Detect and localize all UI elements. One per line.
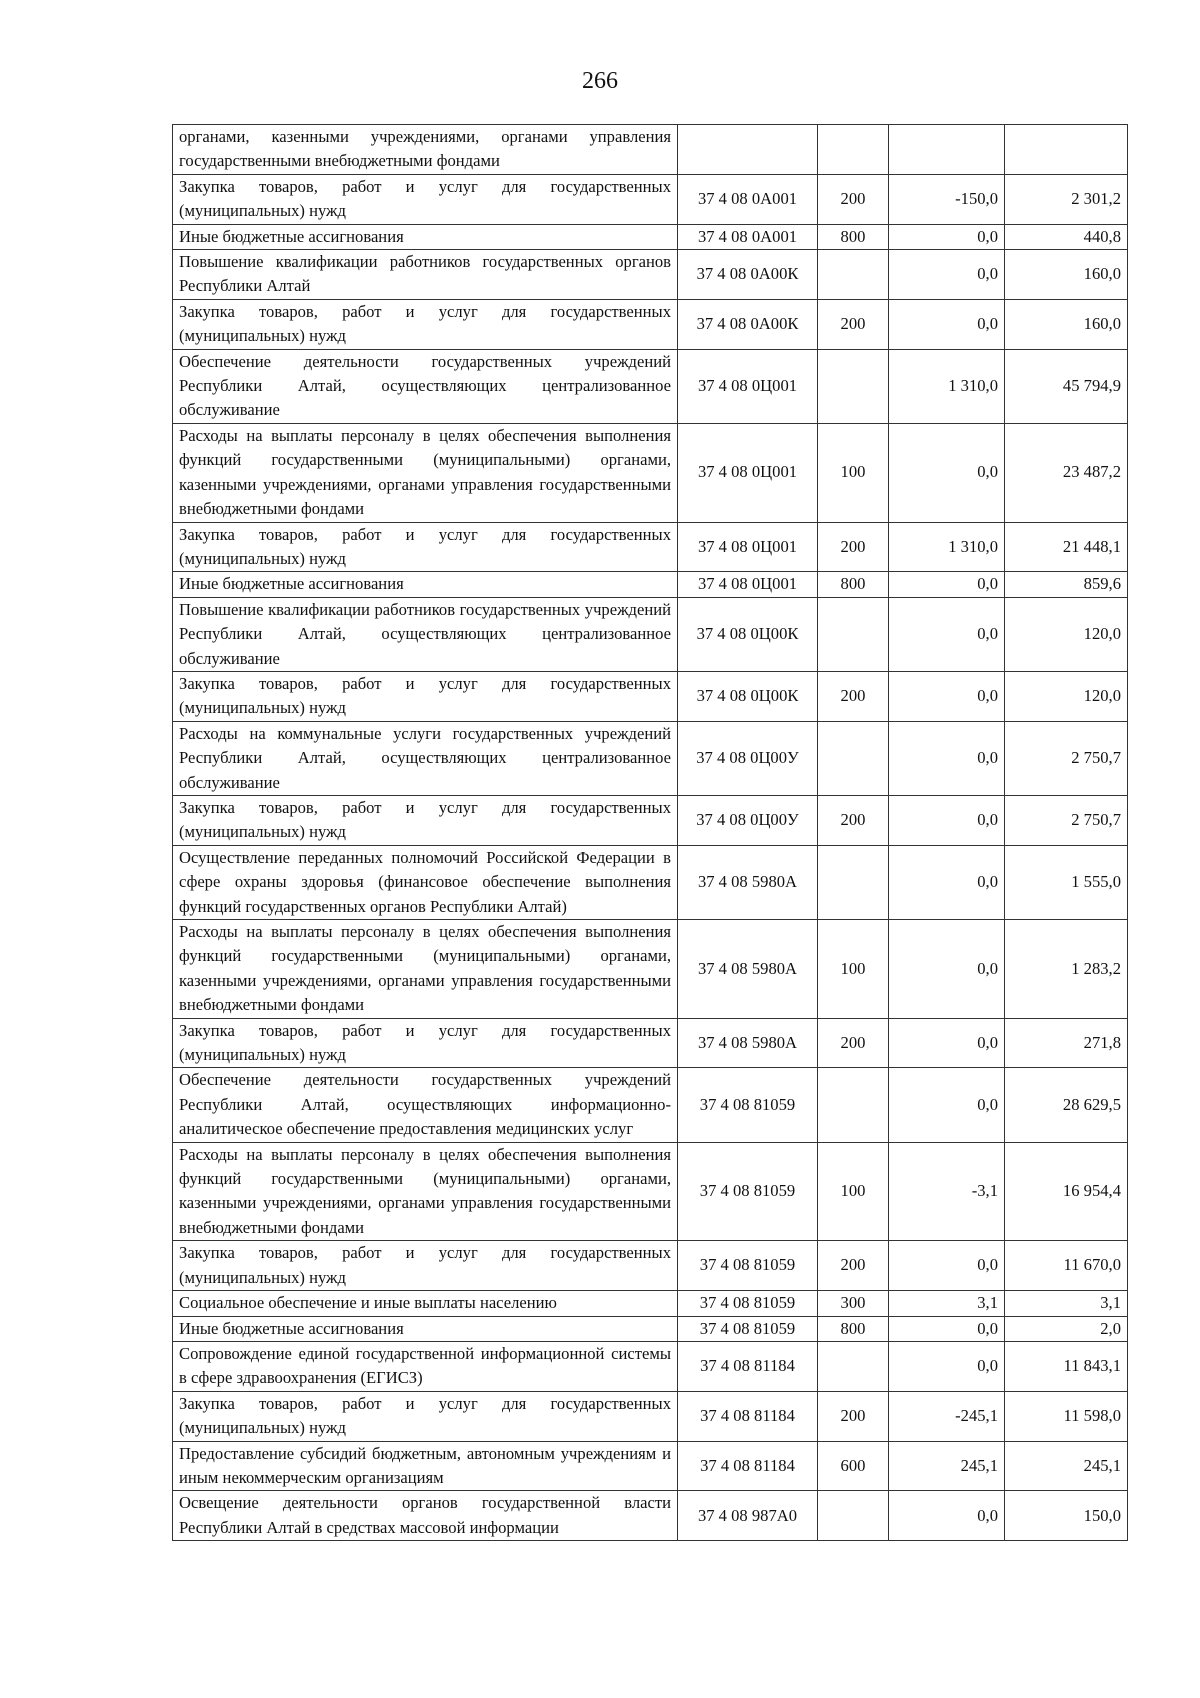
change-amount-cell: 0,0 (889, 671, 1005, 721)
total-amount-cell: 11 843,1 (1005, 1341, 1128, 1391)
expense-name-cell: Сопровождение единой государственной информационной системы в сфере здравоохранения (ЕГИСЗ) (173, 1341, 678, 1391)
expense-name-cell: Социальное обеспечение и иные выплаты населению (173, 1291, 678, 1316)
change-amount-cell: 0,0 (889, 250, 1005, 300)
change-amount-cell: -3,1 (889, 1142, 1005, 1241)
change-amount-cell: 0,0 (889, 572, 1005, 597)
total-amount-cell: 271,8 (1005, 1018, 1128, 1068)
target-code-cell: 37 4 08 81184 (678, 1391, 818, 1441)
expense-type-cell: 200 (818, 522, 889, 572)
total-amount-cell: 120,0 (1005, 597, 1128, 671)
change-amount-cell: 245,1 (889, 1441, 1005, 1491)
target-code-cell: 37 4 08 81059 (678, 1316, 818, 1341)
table-row (173, 1291, 1128, 1316)
table-row (173, 1391, 1128, 1441)
total-amount-cell: 2 750,7 (1005, 795, 1128, 845)
change-amount-cell: 0,0 (889, 920, 1005, 1019)
change-amount-cell: 0,0 (889, 1241, 1005, 1291)
total-amount-cell: 1 283,2 (1005, 920, 1128, 1019)
table-row (173, 1018, 1128, 1068)
change-amount-cell: 0,0 (889, 597, 1005, 671)
change-amount-cell: -150,0 (889, 174, 1005, 224)
total-amount-cell: 11 670,0 (1005, 1241, 1128, 1291)
change-amount-cell: 0,0 (889, 721, 1005, 795)
table-row (173, 845, 1128, 919)
expense-name-cell: Расходы на выплаты персоналу в целях обеспечения выполнения функций государственными (муниципальными) органами, казенными учреждениями, органами управления государственными внебюджетными фондами (173, 920, 678, 1019)
expense-name-cell: Закупка товаров, работ и услуг для государственных (муниципальных) нужд (173, 1391, 678, 1441)
budget-table-body (173, 125, 1128, 1541)
total-amount-cell: 2,0 (1005, 1316, 1128, 1341)
change-amount-cell: 0,0 (889, 1018, 1005, 1068)
target-code-cell: 37 4 08 0А00К (678, 299, 818, 349)
change-amount-cell: 0,0 (889, 845, 1005, 919)
expense-type-cell: 100 (818, 1142, 889, 1241)
table-row (173, 1441, 1128, 1491)
target-code-cell: 37 4 08 0А00К (678, 250, 818, 300)
expense-type-cell (818, 721, 889, 795)
total-amount-cell: 160,0 (1005, 299, 1128, 349)
total-amount-cell: 245,1 (1005, 1441, 1128, 1491)
budget-table (172, 124, 1128, 1541)
table-row (173, 224, 1128, 249)
table-row (173, 671, 1128, 721)
total-amount-cell: 23 487,2 (1005, 423, 1128, 522)
target-code-cell: 37 4 08 0Ц00К (678, 597, 818, 671)
table-row (173, 597, 1128, 671)
target-code-cell: 37 4 08 81059 (678, 1291, 818, 1316)
expense-type-cell (818, 1491, 889, 1541)
table-row (173, 920, 1128, 1019)
expense-type-cell: 200 (818, 174, 889, 224)
change-amount-cell: 1 310,0 (889, 349, 1005, 423)
change-amount-cell: 1 310,0 (889, 522, 1005, 572)
expense-name-cell: Обеспечение деятельности государственных учреждений Республики Алтай, осуществляющих информационно-аналитическое обеспечение предоставления медицинских услуг (173, 1068, 678, 1142)
total-amount-cell: 859,6 (1005, 572, 1128, 597)
target-code-cell: 37 4 08 0Ц00У (678, 795, 818, 845)
expense-name-cell: Иные бюджетные ассигнования (173, 572, 678, 597)
table-row (173, 1142, 1128, 1241)
total-amount-cell: 2 750,7 (1005, 721, 1128, 795)
expense-name-cell: органами, казенными учреждениями, органами управления государственными внебюджетными фондами (173, 125, 678, 175)
target-code-cell: 37 4 08 0Ц00У (678, 721, 818, 795)
expense-name-cell: Иные бюджетные ассигнования (173, 1316, 678, 1341)
target-code-cell: 37 4 08 0А001 (678, 224, 818, 249)
total-amount-cell: 11 598,0 (1005, 1391, 1128, 1441)
target-code-cell: 37 4 08 0Ц001 (678, 349, 818, 423)
expense-name-cell: Расходы на выплаты персоналу в целях обеспечения выполнения функций государственными (муниципальными) органами, казенными учреждениями, органами управления государственными внебюджетными фондами (173, 1142, 678, 1241)
expense-type-cell: 800 (818, 224, 889, 249)
expense-name-cell: Повышение квалификации работников государственных органов Республики Алтай (173, 250, 678, 300)
target-code-cell: 37 4 08 0Ц00К (678, 671, 818, 721)
change-amount-cell (889, 125, 1005, 175)
change-amount-cell: 0,0 (889, 423, 1005, 522)
target-code-cell: 37 4 08 0Ц001 (678, 572, 818, 597)
expense-type-cell: 600 (818, 1441, 889, 1491)
table-row (173, 1241, 1128, 1291)
total-amount-cell: 3,1 (1005, 1291, 1128, 1316)
change-amount-cell: 0,0 (889, 1068, 1005, 1142)
target-code-cell: 37 4 08 81059 (678, 1068, 818, 1142)
expense-type-cell (818, 597, 889, 671)
change-amount-cell: 3,1 (889, 1291, 1005, 1316)
expense-name-cell: Закупка товаров, работ и услуг для государственных (муниципальных) нужд (173, 1241, 678, 1291)
table-row (173, 349, 1128, 423)
total-amount-cell: 2 301,2 (1005, 174, 1128, 224)
table-row (173, 522, 1128, 572)
expense-type-cell: 200 (818, 1018, 889, 1068)
target-code-cell: 37 4 08 0Ц001 (678, 423, 818, 522)
target-code-cell: 37 4 08 0А001 (678, 174, 818, 224)
expense-name-cell: Обеспечение деятельности государственных учреждений Республики Алтай, осуществляющих централизованное обслуживание (173, 349, 678, 423)
change-amount-cell: 0,0 (889, 299, 1005, 349)
table-row (173, 1341, 1128, 1391)
total-amount-cell: 1 555,0 (1005, 845, 1128, 919)
target-code-cell: 37 4 08 5980А (678, 920, 818, 1019)
expense-name-cell: Повышение квалификации работников государственных учреждений Республики Алтай, осуществляющих централизованное обслуживание (173, 597, 678, 671)
expense-name-cell: Осуществление переданных полномочий Российской Федерации в сфере охраны здоровья (финансовое обеспечение выполнения функций государственных органов Республики Алтай) (173, 845, 678, 919)
total-amount-cell: 45 794,9 (1005, 349, 1128, 423)
change-amount-cell: -245,1 (889, 1391, 1005, 1441)
target-code-cell: 37 4 08 5980А (678, 845, 818, 919)
total-amount-cell: 28 629,5 (1005, 1068, 1128, 1142)
change-amount-cell: 0,0 (889, 795, 1005, 845)
expense-name-cell: Предоставление субсидий бюджетным, автономным учреждениям и иным некоммерческим организациям (173, 1441, 678, 1491)
total-amount-cell: 120,0 (1005, 671, 1128, 721)
target-code-cell: 37 4 08 81184 (678, 1341, 818, 1391)
expense-type-cell (818, 845, 889, 919)
table-row (173, 250, 1128, 300)
target-code-cell (678, 125, 818, 175)
table-row (173, 1491, 1128, 1541)
expense-name-cell: Закупка товаров, работ и услуг для государственных (муниципальных) нужд (173, 671, 678, 721)
expense-name-cell: Освещение деятельности органов государственной власти Республики Алтай в средствах массовой информации (173, 1491, 678, 1541)
expense-type-cell: 800 (818, 1316, 889, 1341)
expense-name-cell: Закупка товаров, работ и услуг для государственных (муниципальных) нужд (173, 522, 678, 572)
table-row (173, 299, 1128, 349)
expense-type-cell: 200 (818, 299, 889, 349)
expense-type-cell (818, 349, 889, 423)
expense-name-cell: Закупка товаров, работ и услуг для государственных (муниципальных) нужд (173, 1018, 678, 1068)
expense-type-cell (818, 1068, 889, 1142)
change-amount-cell: 0,0 (889, 1316, 1005, 1341)
expense-type-cell: 200 (818, 795, 889, 845)
total-amount-cell: 16 954,4 (1005, 1142, 1128, 1241)
total-amount-cell: 440,8 (1005, 224, 1128, 249)
expense-type-cell (818, 125, 889, 175)
table-row (173, 1316, 1128, 1341)
table-row (173, 125, 1128, 175)
expense-name-cell: Расходы на коммунальные услуги государственных учреждений Республики Алтай, осуществляющих централизованное обслуживание (173, 721, 678, 795)
change-amount-cell: 0,0 (889, 1491, 1005, 1541)
target-code-cell: 37 4 08 81184 (678, 1441, 818, 1491)
table-row (173, 721, 1128, 795)
expense-name-cell: Закупка товаров, работ и услуг для государственных (муниципальных) нужд (173, 795, 678, 845)
target-code-cell: 37 4 08 5980А (678, 1018, 818, 1068)
expense-type-cell: 300 (818, 1291, 889, 1316)
table-row (173, 423, 1128, 522)
expense-type-cell (818, 1341, 889, 1391)
table-row (173, 572, 1128, 597)
expense-type-cell: 100 (818, 423, 889, 522)
expense-type-cell: 800 (818, 572, 889, 597)
expense-name-cell: Закупка товаров, работ и услуг для государственных (муниципальных) нужд (173, 299, 678, 349)
total-amount-cell: 160,0 (1005, 250, 1128, 300)
expense-name-cell: Расходы на выплаты персоналу в целях обеспечения выполнения функций государственными (муниципальными) органами, казенными учреждениями, органами управления государственными внебюджетными фондами (173, 423, 678, 522)
page-number: 266 (582, 68, 618, 94)
table-row (173, 174, 1128, 224)
expense-name-cell: Закупка товаров, работ и услуг для государственных (муниципальных) нужд (173, 174, 678, 224)
change-amount-cell: 0,0 (889, 224, 1005, 249)
table-row (173, 795, 1128, 845)
target-code-cell: 37 4 08 0Ц001 (678, 522, 818, 572)
expense-type-cell: 200 (818, 671, 889, 721)
expense-type-cell: 100 (818, 920, 889, 1019)
target-code-cell: 37 4 08 81059 (678, 1241, 818, 1291)
target-code-cell: 37 4 08 81059 (678, 1142, 818, 1241)
table-row (173, 1068, 1128, 1142)
expense-type-cell: 200 (818, 1391, 889, 1441)
target-code-cell: 37 4 08 987А0 (678, 1491, 818, 1541)
change-amount-cell: 0,0 (889, 1341, 1005, 1391)
expense-type-cell (818, 250, 889, 300)
total-amount-cell: 21 448,1 (1005, 522, 1128, 572)
expense-type-cell: 200 (818, 1241, 889, 1291)
expense-name-cell: Иные бюджетные ассигнования (173, 224, 678, 249)
total-amount-cell (1005, 125, 1128, 175)
total-amount-cell: 150,0 (1005, 1491, 1128, 1541)
